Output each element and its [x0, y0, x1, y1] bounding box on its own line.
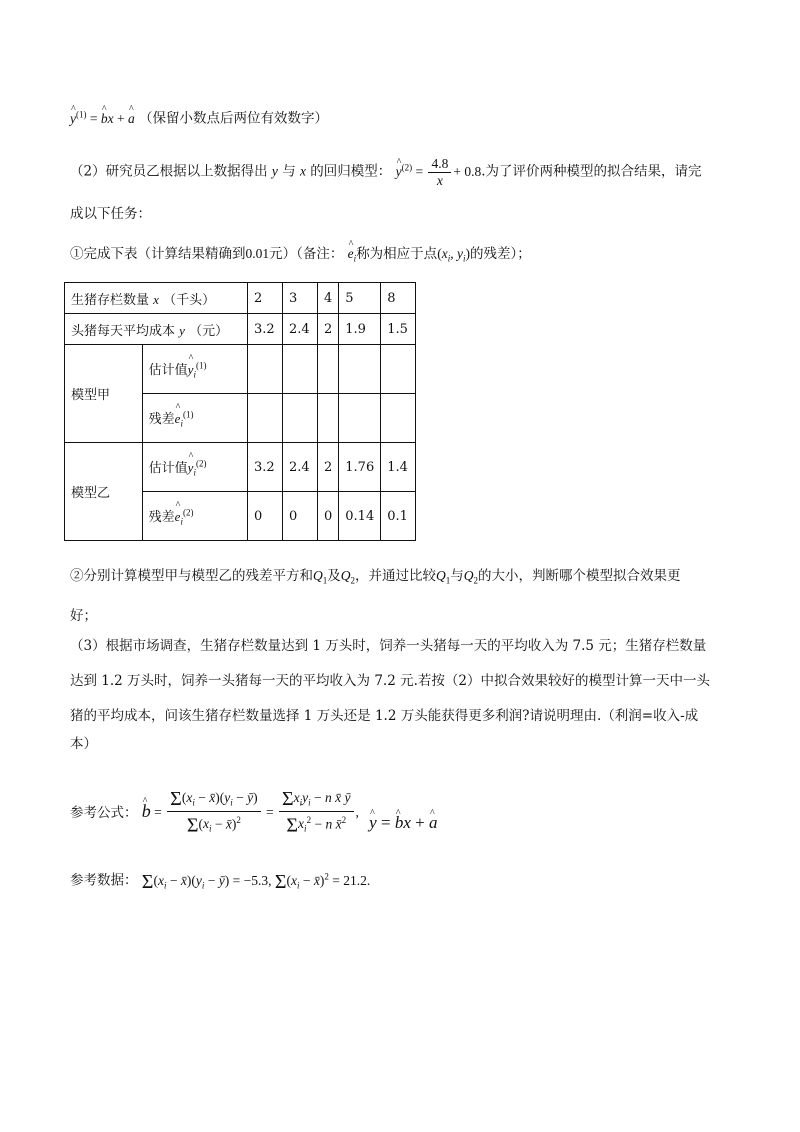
- table-row: 模型乙 估计值^ $y_i^{(2)}$ 3.2 2.4 2 1.76 1.4: [65, 443, 416, 492]
- precision-note: （保留小数点后两位有效数字）: [139, 110, 329, 127]
- y-row-label: 头猪每天平均成本 y （元）: [65, 314, 248, 345]
- ref-data-line: 参考数据： $\Sigma(x_i$ − $x̄)(y_i$ − ȳ) = −5.3, $\Sigma(x_i$ − x̄)$^2$ = 21.2.: [70, 870, 371, 893]
- model-a-est-cell: [381, 345, 416, 394]
- model-a-est-cell: [283, 345, 318, 394]
- ref-data-values: $\Sigma(x_i$ − $x̄)(y_i$ − ȳ) = −5.3, $\Sigma(x_i$ − x̄)$^2$ = 21.2.: [141, 870, 371, 893]
- model-a-est-label: 估计值^ $y_i^{(1)}$: [142, 345, 247, 394]
- part3-line1: （3）根据市场调查，生猪存栏数量达到 1 万头时，饲养一头猪每一天的平均收入为 7.5 元；生猪存栏数量: [70, 638, 707, 654]
- model-b-formula: ^ $y^{(2)}$ = $\frac{4.8}{x}$ + 0.8: [396, 164, 482, 179]
- model-a-formula: ^ $y^{(1)}$ = ^ bx + ^ a: [70, 111, 135, 126]
- model-b-est-label: 估计值^ $y_i^{(2)}$: [142, 443, 247, 492]
- ref-formula-line: 参考公式： ^ b = $\frac{\Sigma(x_i - x̄)(y_i - ȳ)}{\Sigma(x_i - x̄)^2}$ = $\frac{\Sigma x_iy_i - n x̄ ȳ}{\Sigma x_i^2 - n x̄^2}$ , ^ y = ^ bx + ^ a: [70, 790, 437, 837]
- table-row: 残差^ $e_i^{(2)}$ 0 0 0 0.14 0.1: [65, 492, 416, 541]
- model-b-label: 模型乙: [65, 443, 143, 541]
- model-a-label: 模型甲: [65, 345, 143, 443]
- model-a-est-cell: [318, 345, 339, 394]
- regression-line-formula: ^ y = ^ bx + ^ a: [369, 809, 437, 837]
- model-b-res-label: 残差^ $e_i^{(2)}$: [142, 492, 247, 541]
- task2-line1: ②分别计算模型甲与模型乙的残差平方和$Q_1$及$Q_2$，并通过比较$Q_1$与$Q_2$的大小，判断哪个模型拟合效果更: [70, 568, 681, 586]
- model-a-res-label: 残差^ $e_i^{(1)}$: [142, 394, 247, 443]
- task2-line2: 好；: [70, 608, 97, 624]
- b-hat-formula: ^ b = $\frac{\Sigma(x_i - x̄)(y_i - ȳ)}{\Sigma(x_i - x̄)^2}$ = $\frac{\Sigma x_iy_i - n x̄ ȳ}{\Sigma x_i^2 - n x̄^2}$ ,: [142, 790, 359, 837]
- residual-symbol: ^ $e_i$: [348, 244, 357, 269]
- part3-line3: 猪的平均成本，问该生猪存栏数量选择 1 万头还是 1.2 万头能获得更多利润?请说明理由.（利润=收入-成: [70, 708, 699, 724]
- part3-line2: 达到 1.2 万头时，饲养一头猪每一天的平均收入为 7.2 元.若按（2）中拟合效果较好的模型计算一天中一头: [70, 673, 710, 689]
- table-row: 生猪存栏数量 x （千头） 2 3 4 5 8: [65, 283, 416, 314]
- model-a-est-cell: [248, 345, 283, 394]
- model-a-res-cell: [381, 394, 416, 443]
- part2-line2: 成以下任务：: [70, 206, 151, 222]
- model-a-est-cell: [339, 345, 381, 394]
- part2-line1: （2）研究员乙根据以上数据得出 y 与 x 的回归模型： ^ $y^{(2)}$ = $\frac{4.8}{x}$ + 0.8.为了评价两种模型的拟合结果，请完: [70, 156, 702, 189]
- data-table: [64, 282, 416, 541]
- part3-line4: 本）: [70, 736, 97, 752]
- model-a-res-cell: [248, 394, 283, 443]
- task1-line: ①完成下表（计算结果精确到0.01元）（备注： ^ $e_i$称为相应于点($x_i$, $y_i$)的残差）；: [70, 244, 531, 269]
- x-row-label: 生猪存栏数量 x （千头）: [65, 283, 248, 314]
- point-xi-yi: ($x_i$, $y_i$): [437, 246, 470, 264]
- model-a-formula-line: [70, 104, 328, 129]
- model-a-res-cell: [318, 394, 339, 443]
- model-a-res-cell: [339, 394, 381, 443]
- table-row: [65, 345, 416, 394]
- model-a-res-cell: [283, 394, 318, 443]
- table-row: 头猪每天平均成本 y （元） 3.2 2.4 2 1.9 1.5: [65, 314, 416, 345]
